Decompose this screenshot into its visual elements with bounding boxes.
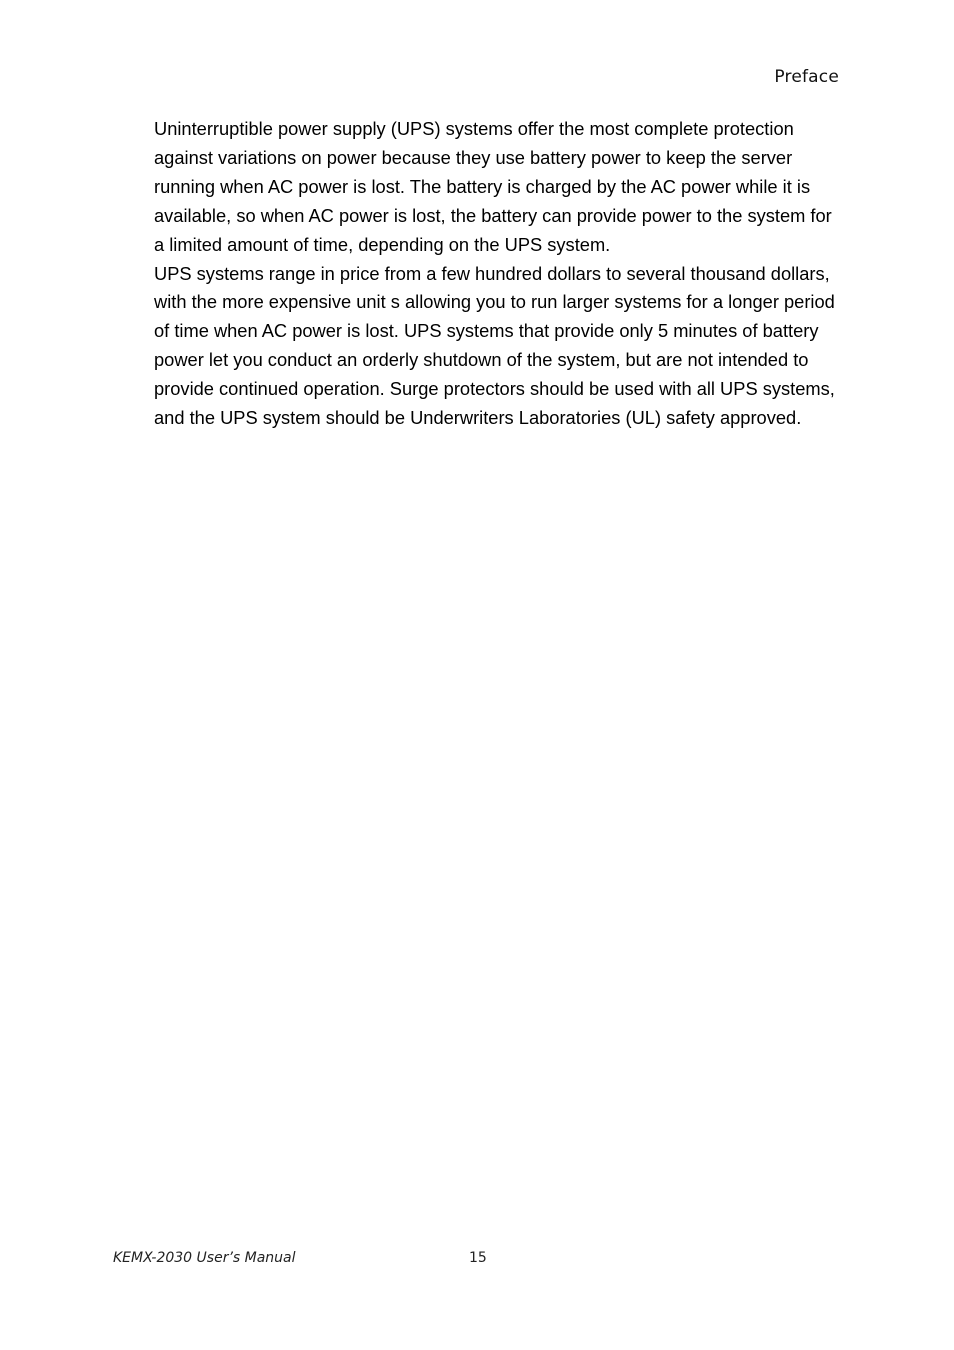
paragraph-ups-overview: Uninterruptible power supply (UPS) systems offer the most complete protection against variations on power because they use battery power to keep the server running when AC power is lost. The battery is charged by the AC power while it is available, so when AC power is lost, the battery can provide power to the system for a limited amount of time, depending on the UPS system. xyxy=(154,118,832,255)
section-title: Preface xyxy=(774,67,839,87)
body-text xyxy=(154,115,844,433)
paragraph-ups-pricing: UPS systems range in price from a few hundred dollars to several thousand dollars, with the more expensive unit s allowing you to run larger systems for a longer period of time when AC power is lost. UPS systems that provide only 5 minutes of battery power let you conduct an orderly shutdown of the system, but are not intended to provide continued operation. Surge protectors should be used with all UPS systems, and the UPS system should be Underwriters Laboratories (UL) safety approved. xyxy=(154,262,835,429)
footer-manual-title: KEMX-2030 User’s Manual xyxy=(113,1250,296,1266)
page-number: 15 xyxy=(469,1250,487,1266)
